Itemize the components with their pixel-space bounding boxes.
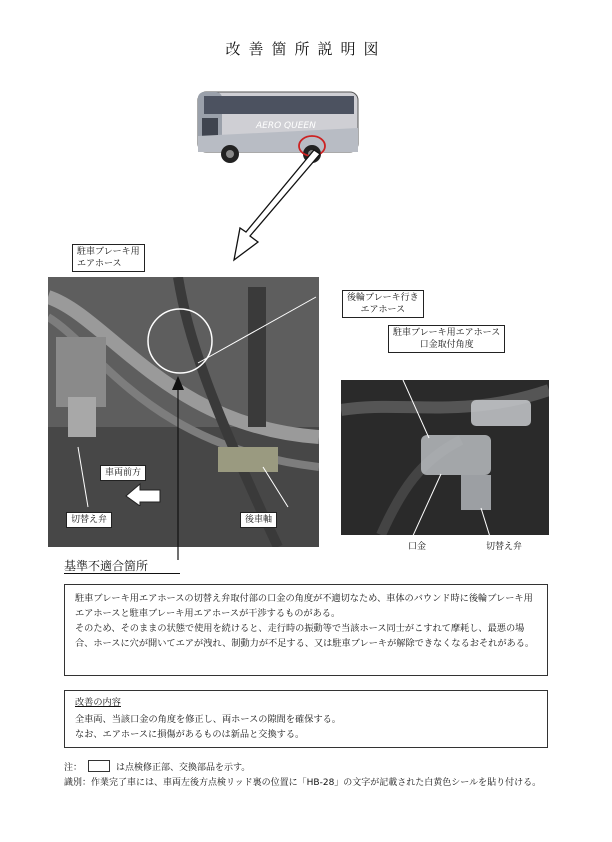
note-prefix: 注：: [64, 763, 83, 773]
nonconformity-heading: 基準不適合箇所: [64, 559, 149, 573]
page-title: 改善箇所説明図: [225, 40, 387, 58]
label-rear-axle: 後車軸: [240, 512, 277, 528]
front-direction-arrow-icon: [124, 482, 164, 506]
pointer-arrow-icon: [220, 148, 330, 268]
id-line: [64, 776, 554, 790]
note-line: [64, 760, 554, 775]
legend-box-icon: [88, 760, 110, 772]
label-parking-brake-hose: 駐車ブレーキ用 エアホース: [72, 244, 145, 272]
label-vehicle-front: 車両前方: [100, 465, 146, 481]
nonconformity-paragraph-1: 駐車ブレーキ用エアホースの切替え弁取付部の口金の角度が不適切なため、車体のバウンド時に後輪ブレーキ用エアホースと駐車ブレーキ用エアホースが干渉するものがある。: [75, 593, 533, 619]
label-switch-valve-1: 切替え弁: [66, 512, 112, 528]
improvement-line-2: なお、エアホースに損傷があるものは新品と交換する。: [75, 729, 305, 740]
nonconformity-paragraph-2: そのため、そのままの状態で使用を続けると、走行時の振動等で当該ホース同士がこすれて摩耗し、最悪の場合、ホースに穴が開いてエアが洩れ、制動力が不足する、又は駐車ブレーキが解除できなくなるおそれがある。: [75, 623, 535, 649]
improvement-title: 改善の内容: [75, 697, 121, 708]
id-prefix: 識別：: [64, 778, 92, 788]
bus-brand-text: AERO QUEEN: [256, 121, 316, 131]
label-fitting: 口金: [408, 542, 427, 552]
label-fitting-angle: 駐車ブレーキ用エアホース 口金取付角度: [388, 325, 505, 353]
improvement-box: [64, 690, 548, 748]
photo-fitting-closeup: [341, 380, 549, 535]
improvement-line-1: 全車両、当該口金の角度を修正し、両ホースの隙間を確保する。: [75, 714, 341, 725]
heading-underline: [64, 573, 180, 574]
label-switch-valve-2: 切替え弁: [486, 542, 523, 552]
nonconformity-box: [64, 584, 548, 676]
id-text: 作業完了車には、車両左後方点検リッド裏の位置に「HB-28」の文字が記載された白黄色シールを貼り付ける。: [91, 778, 542, 788]
note-text: は点検修正部、交換部品を示す。: [116, 763, 251, 773]
nonconformity-pointer-arrow-icon: [168, 376, 188, 562]
label-rear-brake-hose: 後輪ブレーキ行き エアホース: [342, 290, 424, 318]
